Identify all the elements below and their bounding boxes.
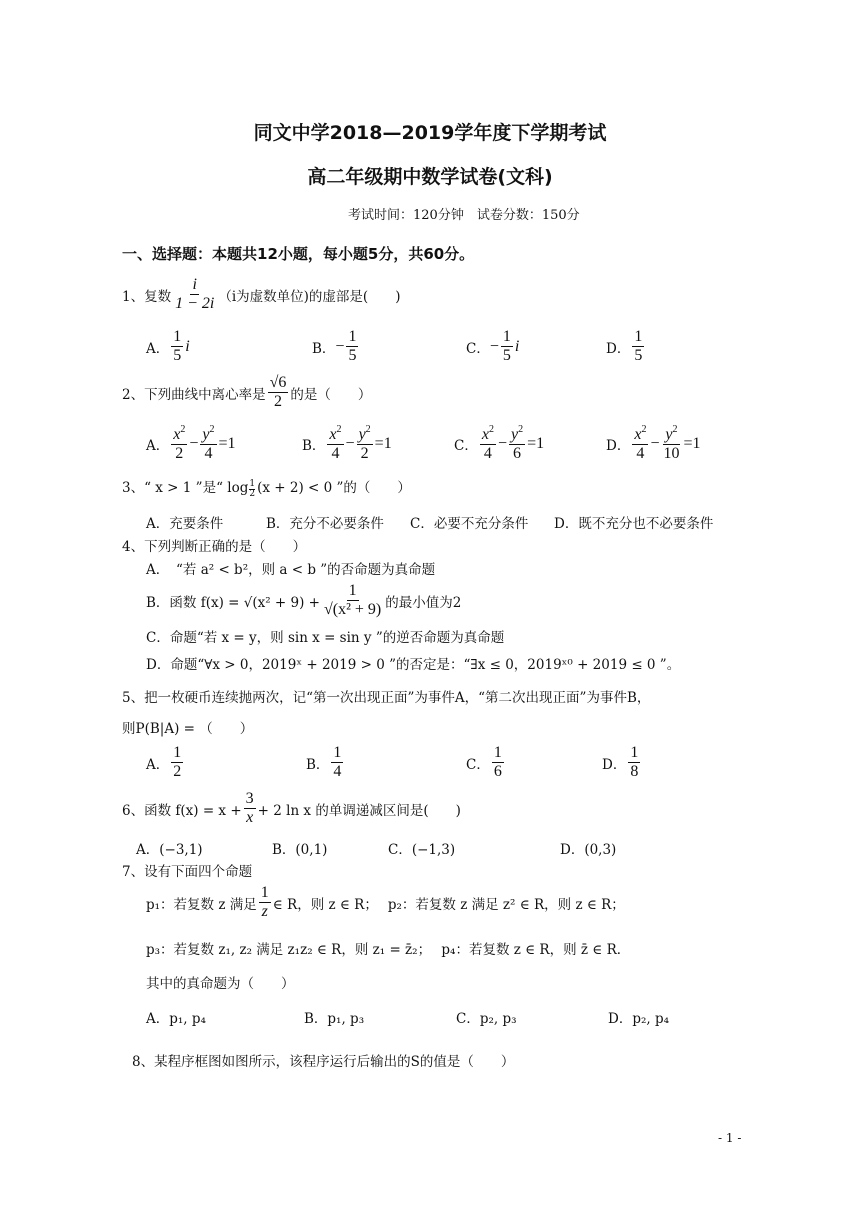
q2-option-c: C． $\frac{x^2}{4}$ − $\frac{y^2}{6}$ =1: [454, 424, 545, 463]
q3-option-d: D．既不充分也不必要条件: [554, 516, 714, 532]
q5-option-c: [466, 744, 506, 782]
q6-prefix: 6、函数 f(x) = x +: [122, 802, 242, 819]
frac-num: 1: [628, 744, 640, 763]
option-label: A．: [146, 756, 170, 773]
question-8: 8、某程序框图如图所示，该程序运行后输出的S的值是（ ）: [132, 1054, 515, 1070]
frac-den: 8: [630, 763, 639, 781]
q3-log-base: 1 2: [249, 479, 256, 499]
q2-frac-num: √6: [268, 374, 289, 393]
option-label: A．: [146, 340, 170, 357]
q2-prefix: 2、下列曲线中离心率是: [122, 386, 266, 403]
q3-text-b: (x + 2) < 0 ”的（ ）: [257, 479, 411, 496]
q1-fraction: [173, 276, 216, 314]
q1-a-frac: $\frac{1}{5}$: [173, 328, 182, 365]
q7-option-b: B．p₁, p₃: [304, 1011, 365, 1027]
q1-option-d: [606, 328, 646, 366]
option-label: D．: [606, 437, 631, 454]
question-5-line2: 则P(B|A) = （ ）: [122, 721, 254, 737]
q1-prefix: 1、复数: [122, 288, 172, 305]
option-label: C．: [466, 340, 490, 357]
q7-p1-post: ∈ R，则 z ∈ R；: [272, 896, 378, 913]
option-label: A．: [146, 437, 170, 454]
q5-option-d: [602, 744, 642, 782]
q7-p1-pre: p₁：若复数 z 满足: [146, 896, 257, 913]
q3-option-b: B．充分不必要条件: [266, 516, 384, 532]
q1-suffix: （i为虚数单位)的虚部是( ): [218, 288, 401, 305]
q5-option-b: [306, 744, 345, 782]
q6-option-d: D．(0,3): [560, 842, 617, 858]
exam-info: 考试时间：120分钟 试卷分数：150分: [348, 208, 580, 223]
q2-suffix: 的是（ ）: [290, 386, 372, 403]
q2-option-b: B． $\frac{x^2}{4}$ − $\frac{y^2}{2}$ =1: [302, 424, 392, 463]
paper-title: 高二年级期中数学试卷(文科): [307, 166, 553, 188]
option-label: C．: [454, 437, 478, 454]
q5-option-a: [146, 744, 185, 782]
q1-option-c: C． − $\frac{1}{5}$ i: [466, 328, 520, 365]
q1-b-frac: $\frac{1}{5}$: [348, 328, 357, 365]
q2-option-d: D． $\frac{x^2}{4}$ − $\frac{y^2}{10}$ =1: [606, 424, 701, 463]
q1-c-frac: $\frac{1}{5}$: [502, 328, 511, 365]
option-label: C．: [466, 756, 490, 773]
question-2: [122, 374, 371, 412]
q7-p3-p4: [146, 938, 630, 958]
q3-option-c: C．必要不充分条件: [410, 516, 529, 532]
q7-option-d: D．p₂, p₄: [608, 1011, 670, 1027]
q7-option-a: A．p₁, p₄: [146, 1011, 206, 1027]
q4-option-c: C．命题“若 x = y，则 sin x = sin y ”的逆否命题为真命题: [146, 630, 505, 646]
section-heading: 一、选择题：本题共12小题，每小题5分，共60分。: [122, 245, 475, 263]
exam-title: 同文中学2018—2019学年度下学期考试: [253, 122, 607, 144]
option-label: D．: [602, 756, 627, 773]
frac-num: 1: [171, 744, 183, 763]
q7-p3: p₃：若复数 z₁, z₂ 满足 z₁z₂ ∈ R，则 z₁ = z̄₂；: [146, 942, 432, 958]
q4-b-frac: $\frac{1}{\text{√(x² + 9)}}$: [324, 582, 382, 619]
q7-option-c: C．p₂, p₃: [456, 1011, 517, 1027]
option-label: D．: [606, 340, 631, 357]
question-7: 7、设有下面四个命题: [122, 864, 253, 880]
question-1: [122, 276, 400, 314]
q7-p4: p₄：若复数 z ∈ R，则 z̄ ∈ R．: [441, 942, 631, 958]
q2-frac-den: 2: [273, 393, 282, 411]
q6-option-a: A．(−3,1): [136, 842, 203, 858]
q7-p1-frac: $\frac{1}{z}$: [260, 884, 269, 921]
q1-frac-den: 1 − 2i: [175, 295, 215, 313]
q3-option-a: A．充要条件: [146, 516, 224, 532]
q1-option-a: A． $\frac{1}{5}$ i: [146, 328, 190, 365]
question-5: 5、把一枚硬币连续抛两次，记“第一次出现正面”为事件A，“第二次出现正面”为事件B，: [122, 690, 651, 706]
q4-option-d: D．命题“∀x > 0，2019ˣ + 2019 > 0 ”的否定是：“∃x ≤ 0，2019ˣ⁰ + 2019 ≤ 0 ”。: [146, 657, 681, 673]
q3-text-a: 3、“ x > 1 ”是“ log: [122, 479, 249, 496]
q4-b-pre: B．函数 f(x) = √(x² + 9) +: [146, 594, 320, 611]
q7-p1: [146, 884, 625, 922]
q4-option-b: [146, 582, 461, 620]
option-label: B．: [312, 340, 336, 357]
frac-den: 6: [493, 763, 502, 781]
page-number: - 1 -: [718, 1131, 742, 1145]
q2-fraction: [268, 374, 289, 412]
question-3: [122, 472, 411, 499]
q6-option-c: C．(−1,3): [388, 842, 456, 858]
frac-num: 1: [492, 744, 504, 763]
q6-suffix: + 2 ln x 的单调递减区间是( ): [257, 802, 461, 819]
q1-frac-num: i: [190, 276, 198, 295]
q7-p2: p₂：若复数 z 满足 z² ∈ R，则 z ∈ R；: [387, 896, 625, 913]
option-label: B．: [302, 437, 326, 454]
q7-ask: 其中的真命题为（ ）: [146, 976, 295, 992]
q6-frac: $\frac{3}{x}$: [245, 790, 254, 827]
frac-num: 1: [331, 744, 343, 763]
frac-den: 2: [173, 763, 182, 781]
q1-d-frac: $\frac{1}{5}$: [634, 328, 643, 365]
frac-den: 4: [333, 763, 342, 781]
q4-option-a: A． “若 a² < b²，则 a < b ”的否命题为真命题: [146, 562, 436, 578]
question-6: [122, 790, 461, 828]
q1-option-b: B． − $\frac{1}{5}$: [312, 328, 357, 365]
q2-option-a: A． $\frac{x^2}{2}$ − $\frac{y^2}{4}$ =1: [146, 424, 236, 463]
q6-option-b: B．(0,1): [272, 842, 328, 858]
option-label: B．: [306, 756, 330, 773]
question-4: 4、下列判断正确的是（ ）: [122, 539, 307, 555]
q4-b-post: 的最小值为2: [385, 594, 462, 611]
